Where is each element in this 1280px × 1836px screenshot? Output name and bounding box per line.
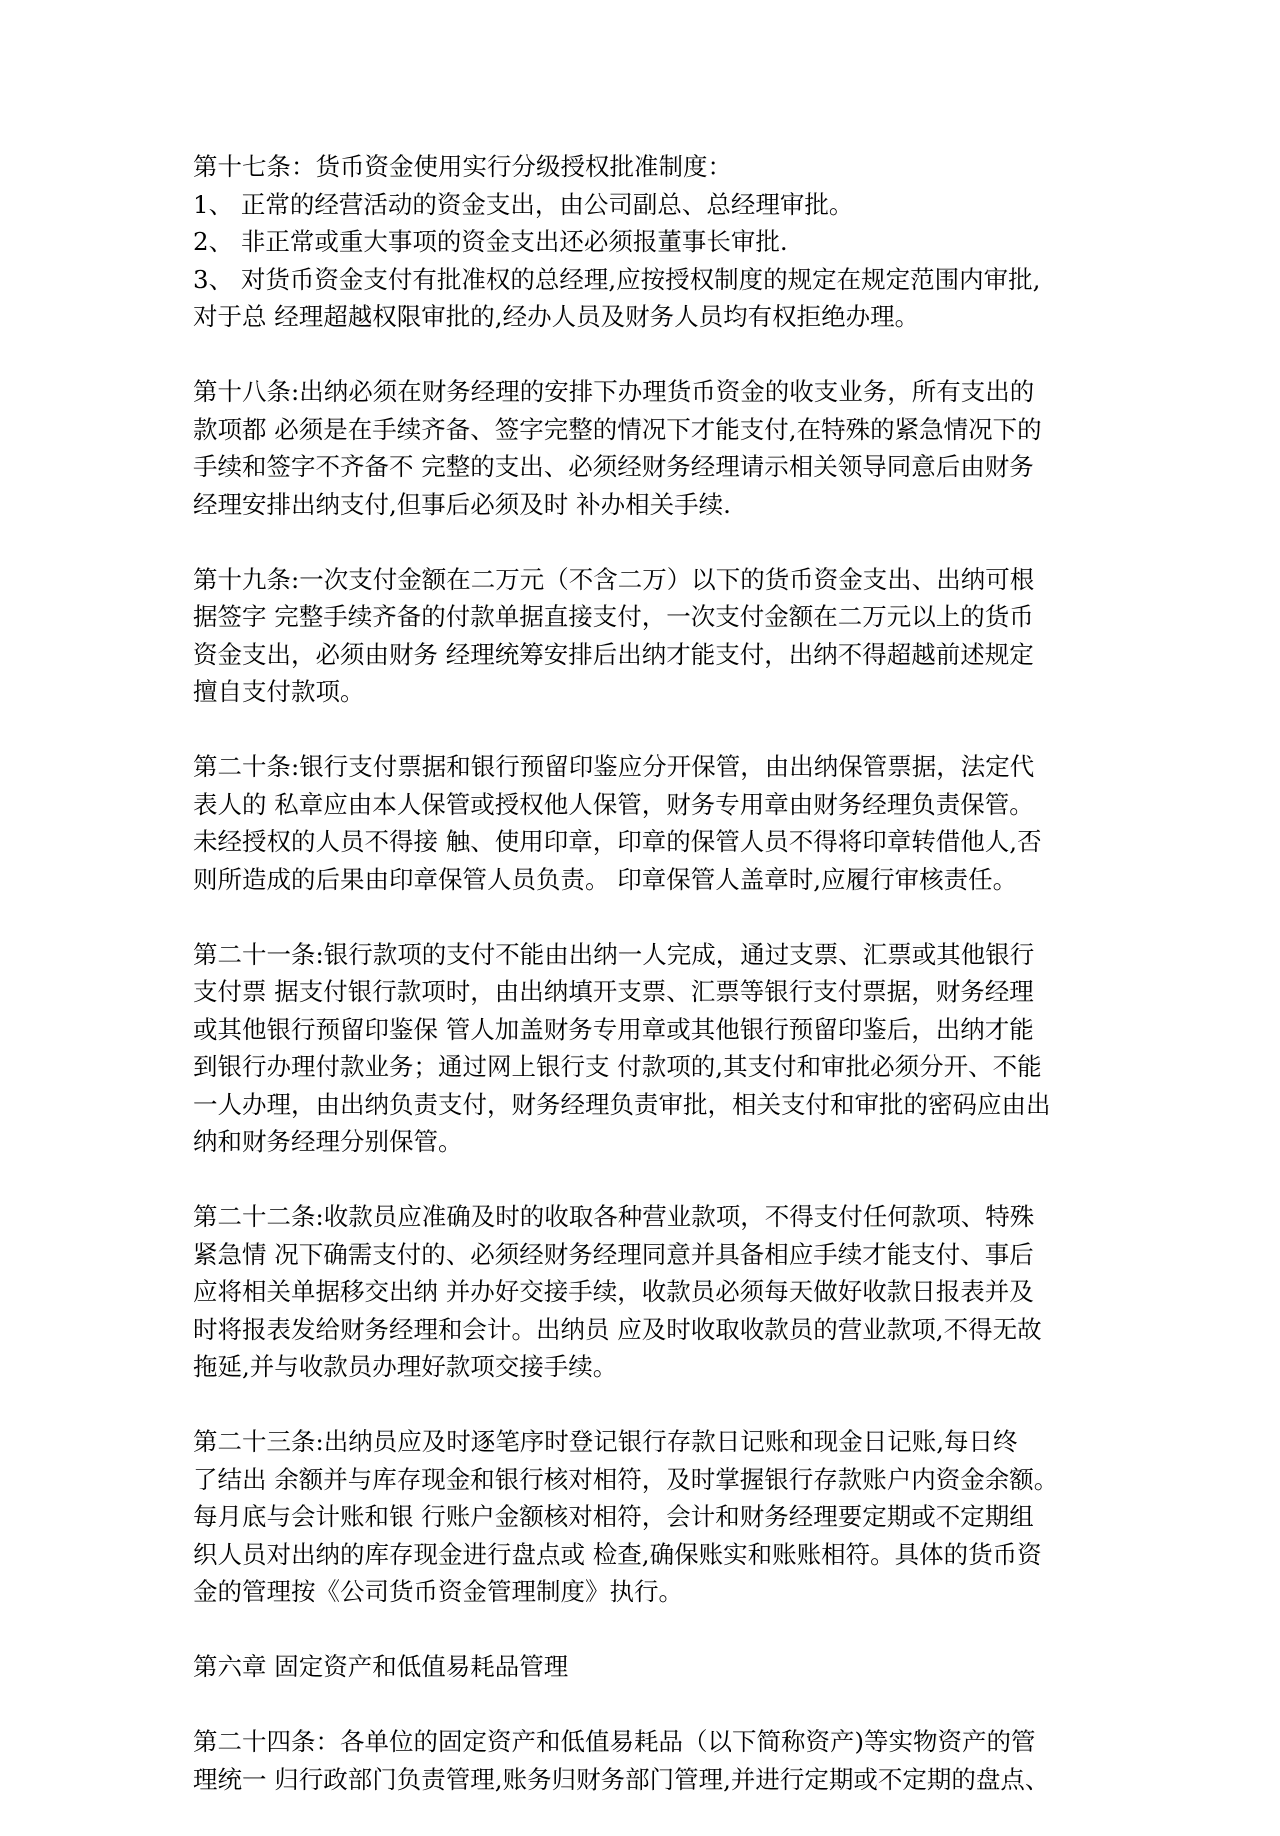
article-24-line-1: 第二十四条：各单位的固定资产和低值易耗品（以下简称资产)等实物资产的管 [193,1727,1036,1756]
article-22 [193,1198,1103,1386]
article-22-line-5: 拖延,并与收款员办理好款项交接手续。 [193,1352,618,1381]
article-20-line-3: 未经授权的人员不得接 触、使用印章，印章的保管人员不得将印章转借他人,否 [193,827,1042,856]
article-18-line-2: 款项都 必须是在手续齐备、签字完整的情况下才能支付,在特殊的紧急情况下的 [193,414,1042,444]
article-23-line-3: 每月底与会计账和银 行账户金额核对相符，会计和财务经理要定期或不定期组 [193,1502,1034,1531]
article-18 [193,373,1103,523]
article-22-line-2: 紧急情 况下确需支付的、必须经财务经理同意并具备相应手续才能支付、事后 [193,1239,1034,1269]
article-24-line-2: 理统一 归行政部门负责管理,账务归财务部门管理,并进行定期或不定期的盘点、 [193,1764,1050,1794]
article-20-line-1: 第二十条:银行支付票据和银行预留印鉴应分开保管，由出纳保管票据，法定代 [193,752,1035,781]
article-21-line-1: 第二十一条:银行款项的支付不能由出纳一人完成，通过支票、汇票或其他银行 [193,939,1035,969]
article-24 [193,1723,1103,1798]
article-23 [193,1423,1103,1611]
chapter-6-heading: 第六章 固定资产和低值易耗品管理 [193,1652,569,1681]
article-17-line-2: 1、 正常的经营活动的资金支出，由公司副总、总经理审批。 [193,189,854,219]
article-20 [193,748,1103,898]
article-20-line-4: 则所造成的后果由印章保管人员负责。 印章保管人盖章时,应履行审核责任。 [193,864,1018,894]
article-17-line-1: 第十七条：货币资金使用实行分级授权批准制度： [193,152,732,181]
article-21 [193,936,1103,1161]
article-19 [193,561,1103,711]
article-17-line-4: 3、 对货币资金支付有批准权的总经理,应按授权制度的规定在规定范围内审批, [193,264,1041,294]
article-21-line-2: 支付票 据支付银行款项时，由出纳填开支票、汇票等银行支付票据，财务经理 [193,977,1034,1006]
article-23-line-2: 了结出 余额并与库存现金和银行核对相符，及时掌握银行存款账户内资金余额。 [193,1464,1059,1494]
article-18-line-4: 经理安排出纳支付,但事后必须及时 补办相关手续. [193,489,731,519]
article-21-line-3: 或其他银行预留印鉴保 管人加盖财务专用章或其他银行预留印鉴后，出纳才能 [193,1014,1034,1044]
article-17-line-3: 2、 非正常或重大事项的资金支出还必须报董事长审批. [193,227,788,256]
article-19-line-1: 第十九条:一次支付金额在二万元（不含二万）以下的货币资金支出、出纳可根 [193,564,1035,594]
article-21-line-5: 一人办理，由出纳负责支付，财务经理负责审批，相关支付和审批的密码应由出 [193,1089,1051,1119]
article-19-line-3: 资金支出，必须由财务 经理统筹安排后出纳才能支付，出纳不得超越前述规定 [193,639,1034,669]
article-18-line-3: 手续和签字不齐备不 完整的支出、必须经财务经理请示相关领导同意后由财务 [193,452,1034,481]
article-23-line-4: 织人员对出纳的库存现金进行盘点或 检查,确保账实和账账相符。具体的货币资 [193,1539,1042,1569]
article-23-line-1: 第二十三条:出纳员应及时逐笔序时登记银行存款日记账和现金日记账,每日终 [193,1427,1018,1456]
article-22-line-4: 时将报表发给财务经理和会计。出纳员 应及时收取收款员的营业款项,不得无故 [193,1314,1042,1344]
article-18-line-1: 第十八条:出纳必须在财务经理的安排下办理货币资金的收支业务，所有支出的 [193,377,1035,406]
article-19-line-2: 据签字 完整手续齐备的付款单据直接支付，一次支付金额在二万元以上的货币 [193,602,1034,631]
article-17 [193,148,1103,336]
article-22-line-1: 第二十二条:收款员应准确及时的收取各种营业款项，不得支付任何款项、特殊 [193,1202,1035,1231]
article-22-line-3: 应将相关单据移交出纳 并办好交接手续，收款员必须每天做好收款日报表并及 [193,1277,1034,1306]
article-20-line-2: 表人的 私章应由本人保管或授权他人保管，财务专用章由财务经理负责保管。 [193,789,1034,819]
article-21-line-4: 到银行办理付款业务；通过网上银行支 付款项的,其支付和审批必须分开、不能 [193,1052,1042,1081]
article-19-line-4: 擅自支付款项。 [193,677,365,706]
article-23-line-5: 金的管理按《公司货币资金管理制度》执行。 [193,1577,683,1606]
article-21-line-6: 纳和财务经理分别保管。 [193,1127,463,1156]
document-page [193,148,1103,1836]
article-17-line-5: 对于总 经理超越权限审批的,经办人员及财务人员均有权拒绝办理。 [193,302,920,331]
